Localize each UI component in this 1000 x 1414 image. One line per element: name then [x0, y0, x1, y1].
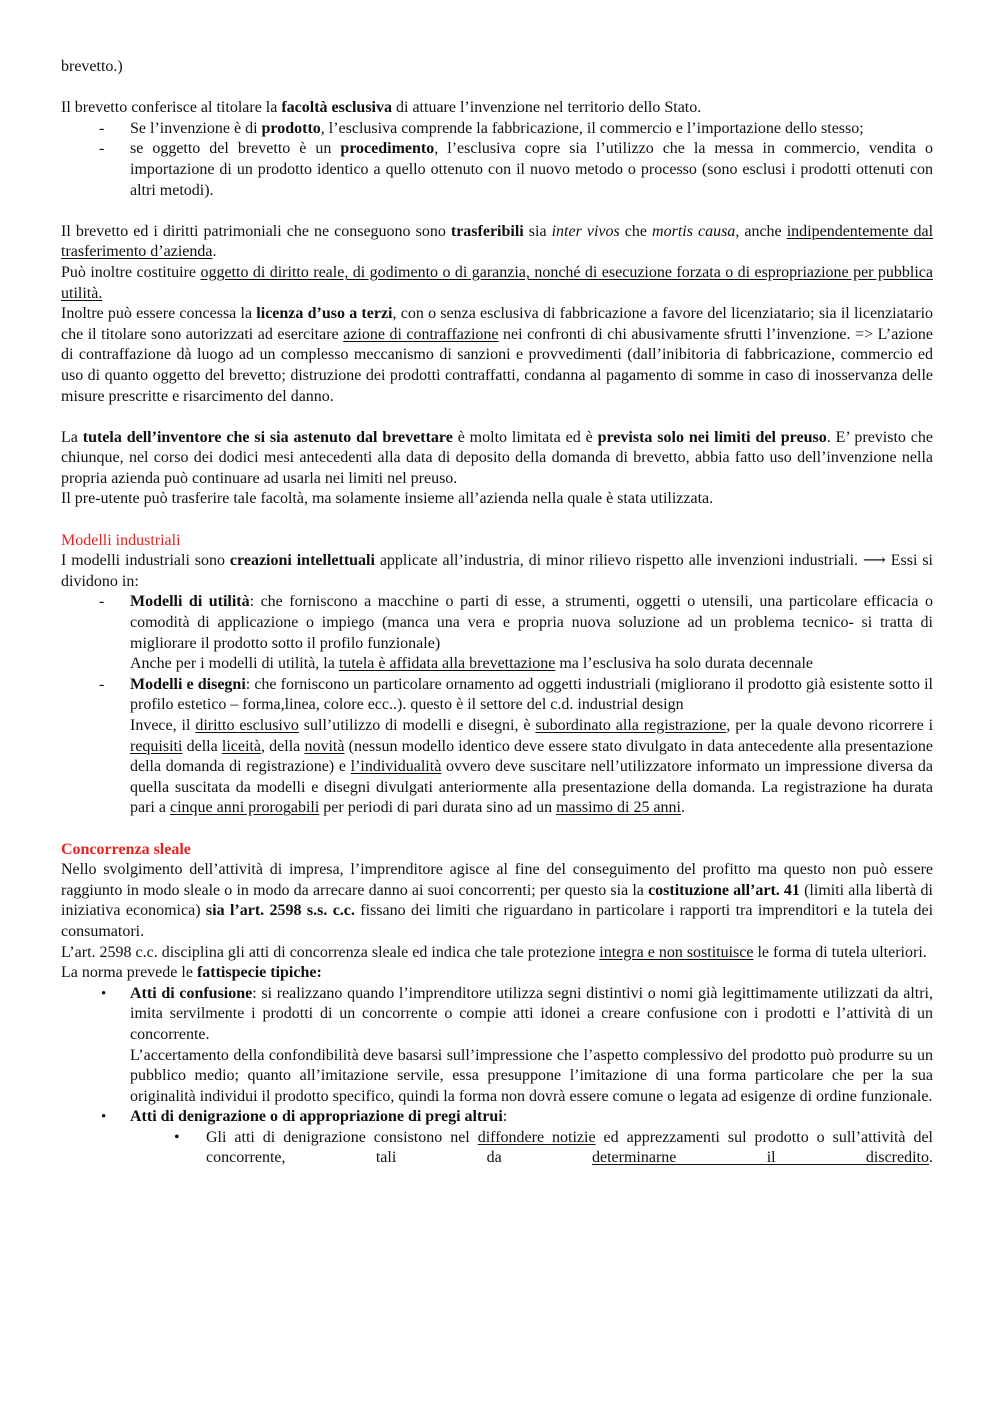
underlined-text: cinque anni prorogabili: [169, 799, 320, 817]
list-item-atti-denigrazione: [61, 1107, 933, 1128]
paragraph-licenza: [61, 304, 933, 407]
text: : che forniscono a macchine o parti di esse, a strumenti, oggetti o utensili, una particolare efficacia o comodità di applicazione o impiego (manca una vera e propria nuova soluzione ad un problema tecnico- si tratta di migliorare il prodotto sotto il profilo funzionale): [130, 593, 934, 652]
dash-marker: -: [99, 119, 105, 137]
underlined-text: requisiti: [130, 737, 183, 755]
text: .: [929, 1149, 933, 1167]
text: , per la quale devono ricorrere i: [726, 717, 934, 734]
bold-text: tutela dell’inventore che si sia astenuto dal brevettare: [82, 428, 453, 446]
underlined-text: determinarne il discredito: [591, 1149, 929, 1167]
text: nei confronti di chi abusivamente sfrutti l’invenzione. => L’azione di contraffazione dà luogo ad un complesso meccanismo di sanzioni e provvedimenti (dall’inibitoria di fabbricazione, commercio ed uso di quanto oggetto del brevetto; distruzione dei prodotti contraffatti, condanna al pagamento di somme in caso di inosservanza delle misure prescritte e risarcimento del danno.: [61, 325, 934, 405]
text: : che forniscono un particolare ornamento ad oggetti industriali (migliorano il prodotto già esistente sotto il profilo estetico – forma,linea, colore ecc..). questo è il settore del c.d. industrial design: [130, 675, 933, 714]
paragraph-concorrenza: [61, 860, 933, 942]
bold-text: Modelli e disegni: [130, 675, 246, 693]
list-item-continuation: L’accertamento della confondibilità deve basarsi sull’impressione che l’aspetto complessivo del prodotto può produrre su un pubblico medio; quanto all’imitazione servile, essa presuppone l’imitazione di una forma particolare che per la sua originalità individui il prodotto specifico, quindi la forma non dovrà essere comune o legata ad esigenze di ordine funzionale.: [130, 1046, 933, 1105]
bold-text: licenza d’uso a terzi: [256, 305, 393, 323]
underlined-text: indipendentemente dal trasferimento d’azienda: [61, 222, 934, 261]
paragraph-modelli: [61, 551, 933, 592]
text: .: [212, 243, 217, 261]
text: per periodi di pari durata sino ad un: [319, 799, 557, 817]
paragraph-tutela: [61, 428, 933, 490]
underlined-text: massimo di 25 anni: [556, 799, 681, 817]
text: sia: [523, 222, 552, 240]
list-item-prodotto: [61, 119, 933, 140]
underlined-text: azione di contraffazione: [343, 325, 499, 343]
underlined-text: liceità: [221, 737, 261, 755]
document-page: [61, 57, 933, 1169]
paragraph-preutente: Il pre-utente può trasferire tale facoltà, ma solamente insieme all’azienda nella quale è stata utilizzata.: [61, 490, 714, 508]
bullet-marker: •: [101, 985, 107, 1002]
text: è molto limitata ed è: [452, 428, 598, 446]
bold-text: facoltà esclusiva: [281, 99, 392, 117]
text: se oggetto del brevetto è un: [130, 140, 341, 158]
spacer: [61, 510, 933, 531]
bold-text: prodotto: [261, 119, 321, 137]
text: , anche: [735, 222, 787, 240]
sub-list-item-denigrazione: [61, 1128, 933, 1169]
text: Anche per i modelli di utilità, la: [130, 655, 339, 673]
underlined-text: subordinato alla registrazione: [535, 717, 727, 734]
italic-text: mortis causa: [652, 222, 736, 240]
bold-text: Modelli di utilità: [130, 593, 250, 611]
underlined-text: l’individualità: [350, 758, 442, 776]
bold-text: fattispecie tipiche:: [196, 964, 322, 982]
text: fissano dei limiti che riguardano in particolare i rapporti tra imprenditori e la tutela dei consumatori.: [61, 902, 934, 940]
underlined-text: novità: [304, 737, 345, 755]
text: L’art. 2598 c.c. disciplina gli atti di concorrenza sleale ed indica che tale protezione: [61, 943, 600, 961]
text: della: [182, 737, 222, 755]
bold-text: costituzione all’art. 41: [648, 881, 800, 899]
text: ovvero deve suscitare nell’utilizzatore informato un impressione diversa da quella suscitata da modelli e disegni divulgati anteriormente alla presentazione della domanda. La registrazione ha durata pari a: [130, 758, 934, 817]
paragraph-trasferibili: [61, 222, 933, 263]
dash-marker: -: [99, 675, 105, 693]
text: .: [681, 799, 685, 817]
italic-text: inter vivos: [551, 222, 620, 240]
text: , della: [260, 737, 305, 755]
text: La: [61, 428, 83, 446]
text: ed apprezzamenti sul prodotto o sull’attività del concorrente, tali da: [206, 1128, 933, 1167]
text: Può inoltre costituire: [61, 263, 201, 281]
paragraph-norma: [61, 963, 933, 984]
bold-text: procedimento: [340, 140, 435, 158]
text: sull’utilizzo di modelli e disegni, è: [298, 717, 536, 734]
bold-text: trasferibili: [450, 222, 524, 240]
text: (limiti alla libertà di iniziativa economica): [61, 881, 934, 920]
text: Se l’invenzione è di: [130, 119, 262, 137]
spacer: [61, 819, 933, 840]
text: ma l’esclusiva ha solo durata decennale: [555, 655, 813, 673]
text: , con o senza esclusiva di fabbricazione a favore del licenziatario; sia il licenziatario che il titolare sono autorizzati ad esercitare: [61, 305, 934, 343]
underlined-text: oggetto di diritto reale, di godimento o di garanzia, nonché di esecuzione forzata o di espropriazione per pubblica utilità.: [61, 263, 934, 302]
spacer: [61, 407, 933, 428]
list-item-continuation: [61, 716, 933, 819]
dash-marker: -: [99, 593, 105, 611]
text: Inoltre può essere concessa la: [61, 305, 257, 323]
dash-marker: -: [99, 140, 105, 158]
text: Invece, il: [130, 717, 196, 734]
bullet-marker: •: [174, 1128, 180, 1146]
text: Gli atti di denigrazione consistono nel: [206, 1128, 478, 1146]
list-item-procedimento: [61, 139, 933, 201]
spacer: [61, 201, 933, 222]
text: , l’esclusiva copre sia l’utilizzo che la messa in commercio, vendita o importazione di un prodotto identico a quello ottenuto con il nuovo metodo o processo (sono esclusi i prodotti ottenuti con altri metodi).: [130, 140, 934, 199]
heading-concorrenza-sleale: Concorrenza sleale: [61, 840, 191, 858]
text: (nessun modello identico deve essere stato divulgato in data antecedente alla presentazione della domanda di registrazione) e: [130, 737, 934, 776]
list-item-continuation: [61, 654, 933, 675]
bold-text: creazioni intellettuali: [229, 552, 375, 570]
text: che: [619, 222, 653, 240]
text: Il brevetto conferisce al titolare la: [61, 99, 282, 117]
text: , l’esclusiva comprende la fabbricazione, il commercio e l’importazione dello stesso;: [320, 119, 864, 137]
text: La norma prevede le: [61, 964, 197, 982]
text: : si realizzano quando l’imprenditore utilizza segni distintivi o nomi già legittimamente utilizzati da altri, imita servilmente i prodotti di un concorrente o compie atti idonei a creare confusione con i prodotti e l’attività di un concorrente.: [130, 984, 933, 1043]
text: di attuare l’invenzione nel territorio dello Stato.: [392, 99, 702, 117]
text: :: [502, 1108, 508, 1126]
spacer: [61, 78, 933, 99]
bullet-marker: •: [101, 1109, 107, 1126]
bold-text: prevista solo nei limiti del preuso: [597, 428, 827, 446]
bold-text: Atti di confusione: [130, 984, 253, 1002]
list-item-modelli-utilita: [61, 592, 933, 654]
list-item-modelli-disegni: [61, 675, 933, 716]
bold-text: sia l’art. 2598 s.s. c.c.: [205, 902, 355, 920]
text: applicate all’industria, di minor rilievo rispetto alle invenzioni industriali. ⟶ Essi si dividono in:: [61, 552, 933, 590]
text: . E’ previsto che chiunque, nel corso dei dodici mesi antecedenti alla data di deposito della domanda di brevetto, abbia fatto uso dell’invenzione nella propria azienda può continuare ad usarla nei limiti nel preuso.: [61, 428, 934, 487]
top-fragment: brevetto.): [61, 58, 123, 75]
heading-modelli-industriali: Modelli industriali: [61, 531, 181, 549]
underlined-text: diffondere notizie: [477, 1128, 596, 1146]
text: Nello svolgimento dell’attività di impresa, l’imprenditore agisce al fine del conseguimento del profitto ma questo non può essere raggiunto in modo sleale o in modo da arrecare danno ai suoi concorrenti; per questo sia la: [61, 861, 933, 899]
text: I modelli industriali sono: [61, 552, 230, 570]
underlined-text: integra e non sostituisce: [599, 943, 754, 961]
bold-text: Atti di denigrazione o di appropriazione di pregi altrui: [130, 1108, 503, 1126]
text: Il brevetto ed i diritti patrimoniali che ne conseguono sono: [61, 222, 451, 240]
underlined-text: diritto esclusivo: [195, 717, 299, 734]
paragraph-diritto-reale: [61, 263, 933, 304]
text: le forma di tutela ulteriori.: [753, 943, 927, 961]
paragraph-art2598: [61, 943, 933, 964]
paragraph-facolta: [61, 98, 933, 119]
underlined-text: tutela è affidata alla brevettazione: [338, 655, 556, 673]
list-item-atti-confusione: [61, 984, 933, 1046]
